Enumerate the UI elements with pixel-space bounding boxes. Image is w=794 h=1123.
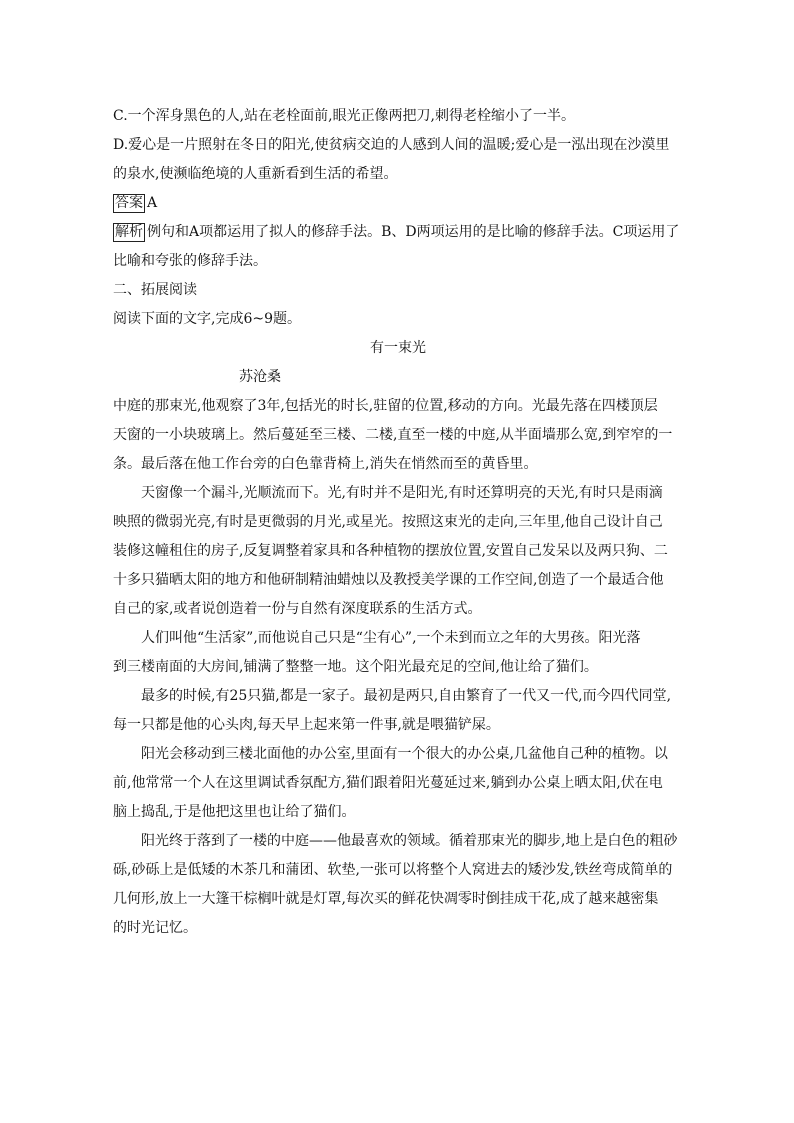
analysis-label: 解析: [115, 224, 143, 240]
answer-value: A: [147, 195, 158, 211]
article-line: 最多的时候,有25只猫,都是一家子。最初是两只,自由繁育了一代又一代,而今四代同堂,: [141, 688, 672, 704]
analysis-row: [113, 218, 683, 247]
article-line: 条。最后落在他工作台旁的白色靠背椅上,消失在悄然而至的黄昏里。: [113, 456, 538, 472]
article-line: 映照的微弱光亮,有时是更微弱的月光,或星光。按照这束光的走向,三年里,他自己设计自己: [113, 514, 663, 530]
article-line: 到三楼南面的大房间,铺满了整整一地。这个阳光最充足的空间,他让给了猫们。: [113, 659, 598, 675]
article-line: 人们叫他“生活家”,而他说自己只是“尘有心”,一个未到而立之年的大男孩。阳光落: [141, 630, 641, 646]
option-c: C.一个浑身黑色的人,站在老栓面前,眼光正像两把刀,刺得老栓缩小了一半。: [113, 108, 576, 124]
analysis-text-1: 例句和A项都运用了拟人的修辞手法。B、D两项运用的是比喻的修辞手法。C项运用了: [147, 224, 680, 240]
article-line: 每一只都是他的心头肉,每天早上起来第一件事,就是喂猫铲屎。: [113, 717, 500, 733]
article-line: 天窗的一小块玻璃上。然后蔓延至三楼、二楼,直至一楼的中庭,从半面墙那么宽,到窄窄的一: [113, 427, 673, 443]
answer-label: 答案: [115, 195, 143, 211]
article-line: 的时光记忆。: [113, 920, 197, 936]
article-line: 中庭的那束光,他观察了3年,包括光的时长,驻留的位置,移动的方向。光最先落在四楼顶层: [113, 398, 658, 414]
article-line: 自己的家,或者说创造着一份与自然有深度联系的生活方式。: [113, 601, 482, 617]
article-line: 十多只猫晒太阳的地方和他研制精油蜡烛以及教授美学课的工作空间,创造了一个最适合他: [113, 572, 664, 588]
section-heading: 二、拓展阅读: [113, 282, 197, 298]
analysis-text-2: 比喻和夸张的修辞手法。: [113, 253, 267, 269]
article-line: 脑上捣乱,于是他把这里也让给了猫们。: [113, 804, 356, 820]
article-line: 装修这幢租住的房子,反复调整着家具和各种植物的摆放位置,安置自己发呆以及两只狗、二: [113, 543, 668, 559]
article-line: 砾,砂砾上是低矮的木茶几和蒲团、软垫,一张可以将整个人窝进去的矮沙发,铁丝弯成简单的: [113, 862, 673, 878]
option-d-line-1: D.爱心是一片照射在冬日的阳光,使贫病交迫的人感到人间的温暖;爱心是一泓出现在沙漠里: [113, 137, 670, 153]
section-instruction: 阅读下面的文字,完成6~9题。: [113, 311, 301, 327]
option-d-line-2: 的泉水,使濒临绝境的人重新看到生活的希望。: [113, 166, 398, 182]
article-line: 阳光会移动到三楼北面他的办公室,里面有一个很大的办公桌,几盆他自己种的植物。以: [141, 746, 668, 762]
article-title: 有一束光: [370, 340, 426, 356]
article-line: 几何形,放上一大篷干棕榈叶就是灯罩,每次买的鲜花快凋零时倒挂成干花,成了越来越密集: [113, 891, 659, 907]
article-author: 苏沧桑: [239, 369, 281, 385]
answer-row: [113, 189, 683, 218]
document-page: [113, 102, 683, 943]
article-line: 前,他常常一个人在这里调试香氛配方,猫们跟着阳光蔓延过来,躺到办公桌上晒太阳,伏在电: [113, 775, 663, 791]
article-line: 阳光终于落到了一楼的中庭——他最喜欢的领域。循着那束光的脚步,地上是白色的粗砂: [141, 833, 678, 849]
article-line: 天窗像一个漏斗,光顺流而下。光,有时并不是阳光,有时还算明亮的天光,有时只是雨滴: [141, 485, 663, 501]
